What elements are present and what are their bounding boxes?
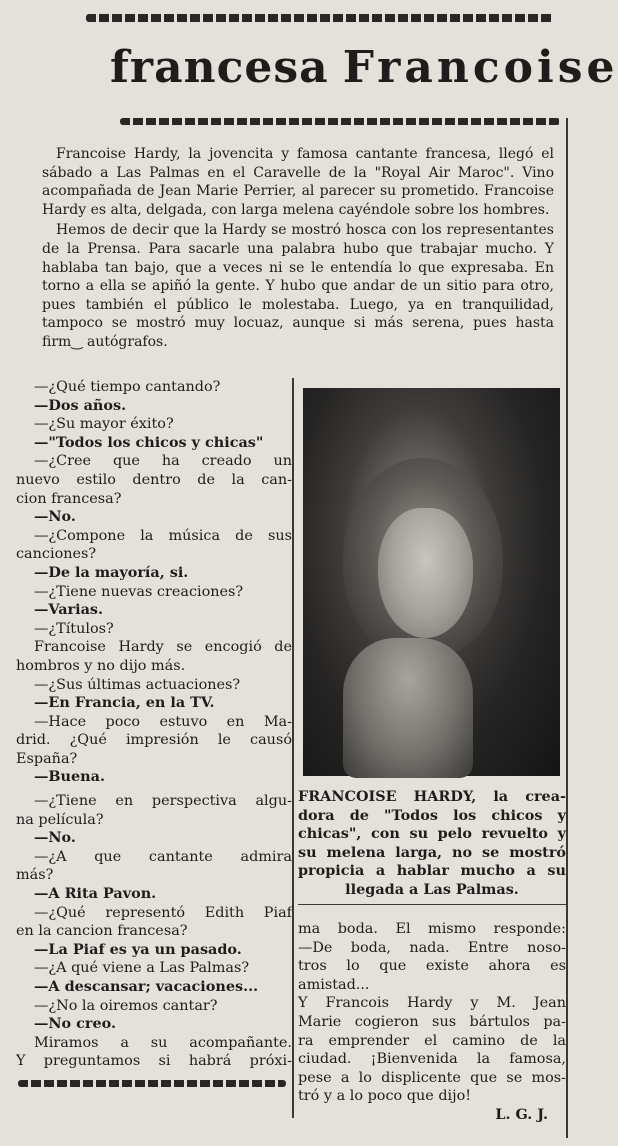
text-line: —¿A qué viene a Las Palmas? — [34, 960, 250, 977]
text-line: na película? — [16, 811, 104, 828]
text-line: —A Rita Pavon. — [34, 884, 157, 902]
caption-line: dora de "Todos los chicos y — [298, 806, 566, 824]
text-line: Marie cogieron sus bártulos pa- — [298, 1013, 566, 1030]
text-line: —No. — [34, 508, 76, 526]
text-line: más? — [16, 867, 54, 884]
intro-paragraph-1: Francoise Hardy, la jovencita y famosa cantante francesa, llegó el sábado a Las Palmas en el Caravelle de la "Royal Air Maroc". Vino acompañada de Jean Marie Perrier, al parecer su prometido. Francoise Hardy es alta, delgada, con larga melena cayéndole sobre los hombres. — [42, 146, 554, 218]
bottom-decorative-rule — [18, 1080, 286, 1087]
interview-column-1 — [16, 378, 292, 787]
text-line: Y preguntamos si habrá próxi- — [16, 1053, 292, 1070]
text-line: nuevo estilo dentro de la can- — [16, 471, 292, 488]
text-line: —¿Sus últimas actuaciones? — [34, 676, 241, 693]
text-line: ma boda. El mismo responde: — [298, 921, 566, 937]
text-line: España? — [16, 750, 78, 767]
text-line: —¿Títulos? — [34, 620, 114, 637]
top-decorative-rule — [86, 14, 554, 22]
text-line: —De la mayoría, si. — [34, 563, 189, 581]
text-line: —¿Qué representó Edith Piaf — [34, 904, 292, 921]
caption-bottom-line — [298, 904, 566, 905]
text-line: Miramos a su acompañante. — [34, 1034, 292, 1051]
text-line: —Hace poco estuvo en Ma- — [34, 713, 292, 730]
text-line: drid. ¿Qué impresión le causó — [16, 732, 292, 749]
text-line: —Dos años. — [34, 396, 127, 414]
article-title — [110, 42, 618, 93]
text-line: pese a lo displicente que se mos- — [298, 1069, 566, 1086]
text-line: ciudad. ¡Bienvenida la famosa, — [298, 1051, 566, 1068]
column-divider — [292, 378, 294, 1118]
title-word-2: Francoise — [342, 42, 618, 93]
text-line: —La Piaf es ya un pasado. — [34, 940, 242, 958]
intro-text — [42, 145, 554, 352]
text-line: —No. — [34, 829, 76, 847]
text-line: —¿Cree que ha creado un — [34, 453, 292, 470]
francoise-hardy-photo — [303, 388, 560, 776]
caption-line: su melena larga, no se mostró — [298, 843, 566, 861]
text-line: ra emprender el camino de la — [298, 1032, 566, 1049]
text-line: —Varias. — [34, 601, 104, 619]
text-line: —A descansar; vacaciones... — [34, 977, 259, 995]
text-line: amistad... — [298, 976, 370, 993]
title-word-1: francesa — [110, 42, 329, 93]
text-line: Y Francois Hardy y M. Jean — [298, 995, 566, 1012]
caption-line: chicas", con su pelo revuelto y — [298, 825, 566, 843]
photo-face — [378, 508, 473, 638]
author-signature: L. G. J. — [495, 1105, 548, 1123]
text-line: cion francesa? — [16, 490, 122, 507]
text-line: —¿Compone la música de sus — [34, 527, 292, 544]
right-column-border — [566, 118, 568, 1138]
text-line: tros lo que existe ahora es — [298, 958, 566, 975]
closing-text — [298, 920, 566, 1106]
text-line: —¿Tiene en perspectiva algu- — [34, 793, 292, 809]
closing-column — [298, 920, 566, 1125]
photo-caption — [298, 788, 566, 900]
intro-paragraph-2: Hemos de decir que la Hardy se mostró hosca con los representantes de la Prensa. Para sacarle una palabra hubo que trabajar mucho. Y hablaba tan bajo, que a veces ni se le entendía lo que expresaba. En torno a ella se apiñó la gente. Y hubo que andar de un sitio para otro, pues también el público le molestaba. Luego, ya en tranquilidad, tampoco se mostró muy locuaz, aunque si más serena, pues hasta firm‿ autógrafos. — [42, 222, 554, 350]
text-line: —¿A que cantante admira — [34, 848, 292, 865]
text-line: —¿Tiene nuevas creaciones? — [34, 583, 244, 600]
interview-column-2 — [16, 792, 292, 1071]
photo-hand — [343, 638, 473, 778]
text-line: en la cancion francesa? — [16, 923, 188, 940]
text-line: —¿Su mayor éxito? — [34, 416, 174, 433]
text-line: —"Todos los chicos y chicas" — [34, 433, 264, 451]
text-line: —¿No la oiremos cantar? — [34, 997, 218, 1014]
text-line: —No creo. — [34, 1015, 117, 1033]
text-line: —En Francia, en la TV. — [34, 694, 215, 712]
caption-line: llegada a Las Palmas. — [345, 880, 519, 898]
text-line: —¿Qué tiempo cantando? — [34, 379, 221, 395]
text-line: Francoise Hardy se encogió de — [34, 639, 292, 656]
text-line: —Buena. — [34, 768, 105, 786]
title-underline-rule — [120, 118, 560, 125]
text-line: hombros y no dijo más. — [16, 657, 186, 674]
text-line: —De boda, nada. Entre noso- — [298, 939, 566, 956]
caption-line: FRANCOISE HARDY, la crea- — [298, 788, 566, 805]
text-line: tró y a lo poco que dijo! — [298, 1088, 472, 1105]
text-line: canciones? — [16, 546, 97, 563]
caption-line: propicia a hablar mucho a su — [298, 862, 566, 880]
